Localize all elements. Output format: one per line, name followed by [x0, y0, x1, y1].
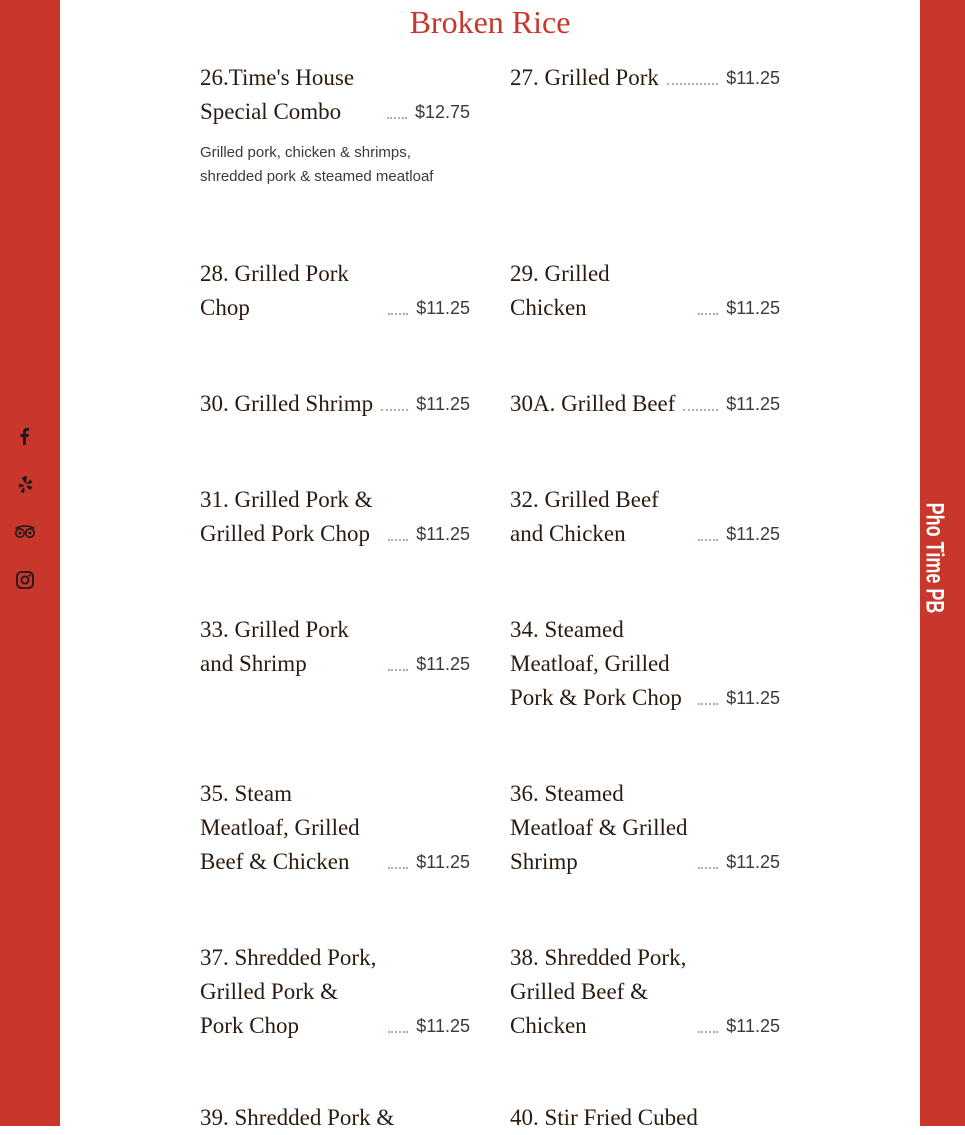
menu-item: [200, 387, 470, 421]
menu-item-row: [510, 387, 780, 421]
menu-item-price: $11.25: [726, 688, 780, 708]
menu-item-name: 26.Time's House Special Combo: [200, 65, 355, 124]
menu-item: [510, 257, 780, 325]
dot-leader: [698, 539, 718, 541]
dot-leader: [698, 1031, 718, 1033]
left-sidebar: [0, 0, 60, 1126]
menu-item-name: 38. Shredded Pork, Grilled Beef & Chicken: [510, 945, 687, 1038]
menu-item-row: [200, 257, 470, 325]
menu-item-name: 33. Grilled Pork and Shrimp: [200, 617, 349, 676]
menu-item-price: $11.25: [416, 524, 470, 544]
menu-item: [510, 1101, 780, 1135]
menu-item-price: $11.25: [726, 68, 780, 88]
menu-item-row: [510, 257, 780, 325]
dot-leader: [667, 83, 718, 85]
dot-leader: [698, 867, 718, 869]
menu-item-name: 39. Shredded Pork &: [200, 1105, 395, 1130]
brand-vertical-text[interactable]: [920, 481, 949, 635]
tripadvisor-icon[interactable]: [13, 520, 37, 544]
dot-leader: [683, 409, 718, 411]
menu-item-row: [510, 483, 780, 551]
menu-item-name: 29. Grilled Chicken: [510, 261, 610, 320]
menu-item-price: $11.25: [416, 852, 470, 872]
yelp-icon[interactable]: [13, 472, 37, 496]
menu-item: [200, 257, 470, 325]
menu-item-row: [200, 1101, 470, 1135]
menu-item: [510, 941, 780, 1043]
menu-item-row: [200, 941, 470, 1043]
menu-item-name: 30. Grilled Shrimp: [200, 391, 374, 416]
dot-leader: [698, 703, 718, 705]
menu-item: [510, 613, 780, 715]
menu-item-price: $11.25: [726, 298, 780, 318]
menu-item-row: [510, 777, 780, 879]
menu-item-price: $11.25: [416, 394, 470, 414]
menu-item-name: 28. Grilled Pork Chop: [200, 261, 349, 320]
menu-item-row: [200, 387, 470, 421]
menu-item-name: 36. Steamed Meatloaf & Grilled Shrimp: [510, 781, 688, 874]
dot-leader: [381, 409, 408, 411]
menu-item: [510, 483, 780, 551]
menu-item-row: [510, 941, 780, 1043]
menu-item-row: [200, 777, 470, 879]
menu-item: [200, 613, 470, 681]
menu-item-price: $11.25: [416, 1016, 470, 1036]
menu-item-row: [200, 61, 470, 129]
menu-item: [510, 777, 780, 879]
instagram-icon[interactable]: [13, 568, 37, 592]
menu-item-name: 32. Grilled Beef and Chicken: [510, 487, 659, 546]
menu-item-price: $11.25: [726, 394, 780, 414]
menu-item-name: 35. Steam Meatloaf, Grilled Beef & Chicken: [200, 781, 360, 874]
menu-item: [200, 61, 470, 189]
menu-item-name: 37. Shredded Pork, Grilled Pork & Pork Chop: [200, 945, 377, 1038]
menu-item-price: $11.25: [726, 1016, 780, 1036]
facebook-icon[interactable]: [13, 424, 37, 448]
menu-item-name: 31. Grilled Pork & Grilled Pork Chop: [200, 487, 373, 546]
menu-item-price: $11.25: [726, 524, 780, 544]
menu-item: [510, 387, 780, 421]
menu-item-row: [200, 613, 470, 681]
menu-item-description: Grilled pork, chicken & shrimps, shredded pork & steamed meatloaf: [200, 144, 434, 185]
menu-item-name: 27. Grilled Pork: [510, 65, 659, 90]
menu-item: [200, 1101, 470, 1135]
menu-item-row: [510, 61, 780, 95]
menu-item-price: $11.25: [726, 852, 780, 872]
section-title: Broken Rice: [409, 4, 571, 40]
dot-leader: [698, 313, 718, 315]
dot-leader: [388, 669, 408, 671]
menu-item-name: 30A. Grilled Beef: [510, 391, 676, 416]
menu-item: [200, 941, 470, 1043]
dot-leader: [388, 1031, 408, 1033]
menu-item: [510, 61, 780, 95]
menu-item-row: [510, 613, 780, 715]
menu-item-price: $12.75: [414, 102, 470, 122]
dot-leader: [388, 313, 408, 315]
menu-item: [200, 777, 470, 879]
dot-leader: [388, 867, 408, 869]
dot-leader: [388, 539, 408, 541]
menu-item-price: $11.25: [416, 654, 470, 674]
menu-item: [200, 483, 470, 551]
menu-item-row: [200, 483, 470, 551]
menu-item-row: [510, 1101, 780, 1135]
menu-item-name: 34. Steamed Meatloaf, Grilled Pork & Pork Chop: [510, 617, 682, 710]
brand-name: Pho Time PB: [920, 502, 949, 614]
menu-item-price: $11.25: [416, 298, 470, 318]
dot-leader: [387, 117, 407, 119]
menu-item-name: 40. Stir Fried Cubed: [510, 1105, 698, 1130]
